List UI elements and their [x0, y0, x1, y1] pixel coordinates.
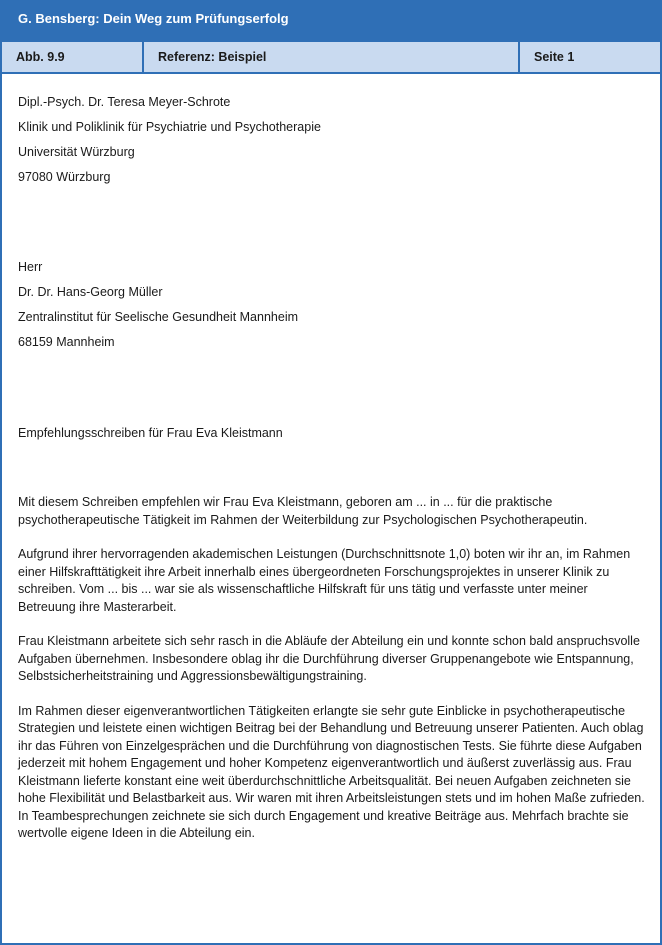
sender-line: Klinik und Poliklinik für Psychiatrie und Psychotherapie [18, 120, 321, 134]
page-header [0, 0, 662, 38]
letter-body [18, 90, 648, 843]
sender-line: Universität Würzburg [18, 145, 135, 159]
page-label: Seite 1 [520, 42, 660, 72]
sender-line: 97080 Würzburg [18, 170, 111, 184]
recipient-line: 68159 Mannheim [18, 335, 115, 349]
meta-row [0, 38, 662, 74]
figure-label: Abb. 9.9 [2, 42, 142, 72]
header-title: G. Bensberg: Dein Weg zum Prüfungserfolg [18, 11, 289, 26]
sender-line: Dipl.-Psych. Dr. Teresa Meyer-Schrote [18, 95, 231, 109]
recipient-address [18, 255, 648, 355]
paragraph: Im Rahmen dieser eigenverantwortlichen Tätigkeiten erlangte sie sehr gute Einblicke in psychotherapeutische Strategien und leistete einen wichtigen Beitrag bei der Behandlung und Betreuung unserer Patienten. Auch oblag ihr das Führen von Einzelgesprächen und die Durchführung von diagnostischen Tests. Sie führte diese Aufgaben jederzeit mit hohem Engagement und hoher Kompetenz eigenverantwortlich und äußerst zuverlässig aus. Frau Kleistmann lieferte konstant eine weit überdurchschnittliche Arbeitsqualität. Bei neuen Aufgaben zeichneten sie hohe Flexibilität und Belastbarkeit aus. Wir waren mit ihren Arbeitsleistungen stets und im hohen Maße zufrieden. In Teambesprechungen zeichnete sie sich durch Engagement und kreative Beiträge aus. Mehrfach brachte sie wertvolle eigene Ideen in die Abteilung ein. [18, 703, 645, 840]
paragraph: Aufgrund ihrer hervorragenden akademischen Leistungen (Durchschnittsnote 1,0) boten wir ihr an, im Rahmen einer Hilfskrafttätigkeit ihre Arbeit innerhalb eines übergeordneten Forschungsprojektes in unserer Klinik zu schreiben. Vom ... bis ... war sie als wissenschaftliche Hilfskraft für uns tätig und verfasste unter meiner Betreuung ihre Masterarbeit. [18, 547, 631, 614]
paragraph: Frau Kleistmann arbeitete sich sehr rasch in die Abläufe der Abteilung ein und konnte schon bald anspruchsvolle Aufgaben übernehmen. Insbesondere oblag ihr die Durchführung diverser Gruppenangebote wie Entspannung, Selbstsicherheitstraining und Aggressionsbewältigungstraining. [18, 634, 640, 683]
sender-address [18, 90, 648, 190]
recipient-line: Herr [18, 260, 43, 274]
letter-subject: Empfehlungsschreiben für Frau Eva Kleistmann [18, 426, 283, 440]
paragraph: Mit diesem Schreiben empfehlen wir Frau Eva Kleistmann, geboren am ... in ... für die praktische psychotherapeutische Tätigkeit im Rahmen der Weiterbildung zur Psychologischen Psychotherapeutin. [18, 495, 588, 527]
recipient-line: Zentralinstitut für Seelische Gesundheit Mannheim [18, 310, 299, 324]
recipient-line: Dr. Dr. Hans-Georg Müller [18, 285, 163, 299]
reference-label: Referenz: Beispiel [144, 42, 518, 72]
